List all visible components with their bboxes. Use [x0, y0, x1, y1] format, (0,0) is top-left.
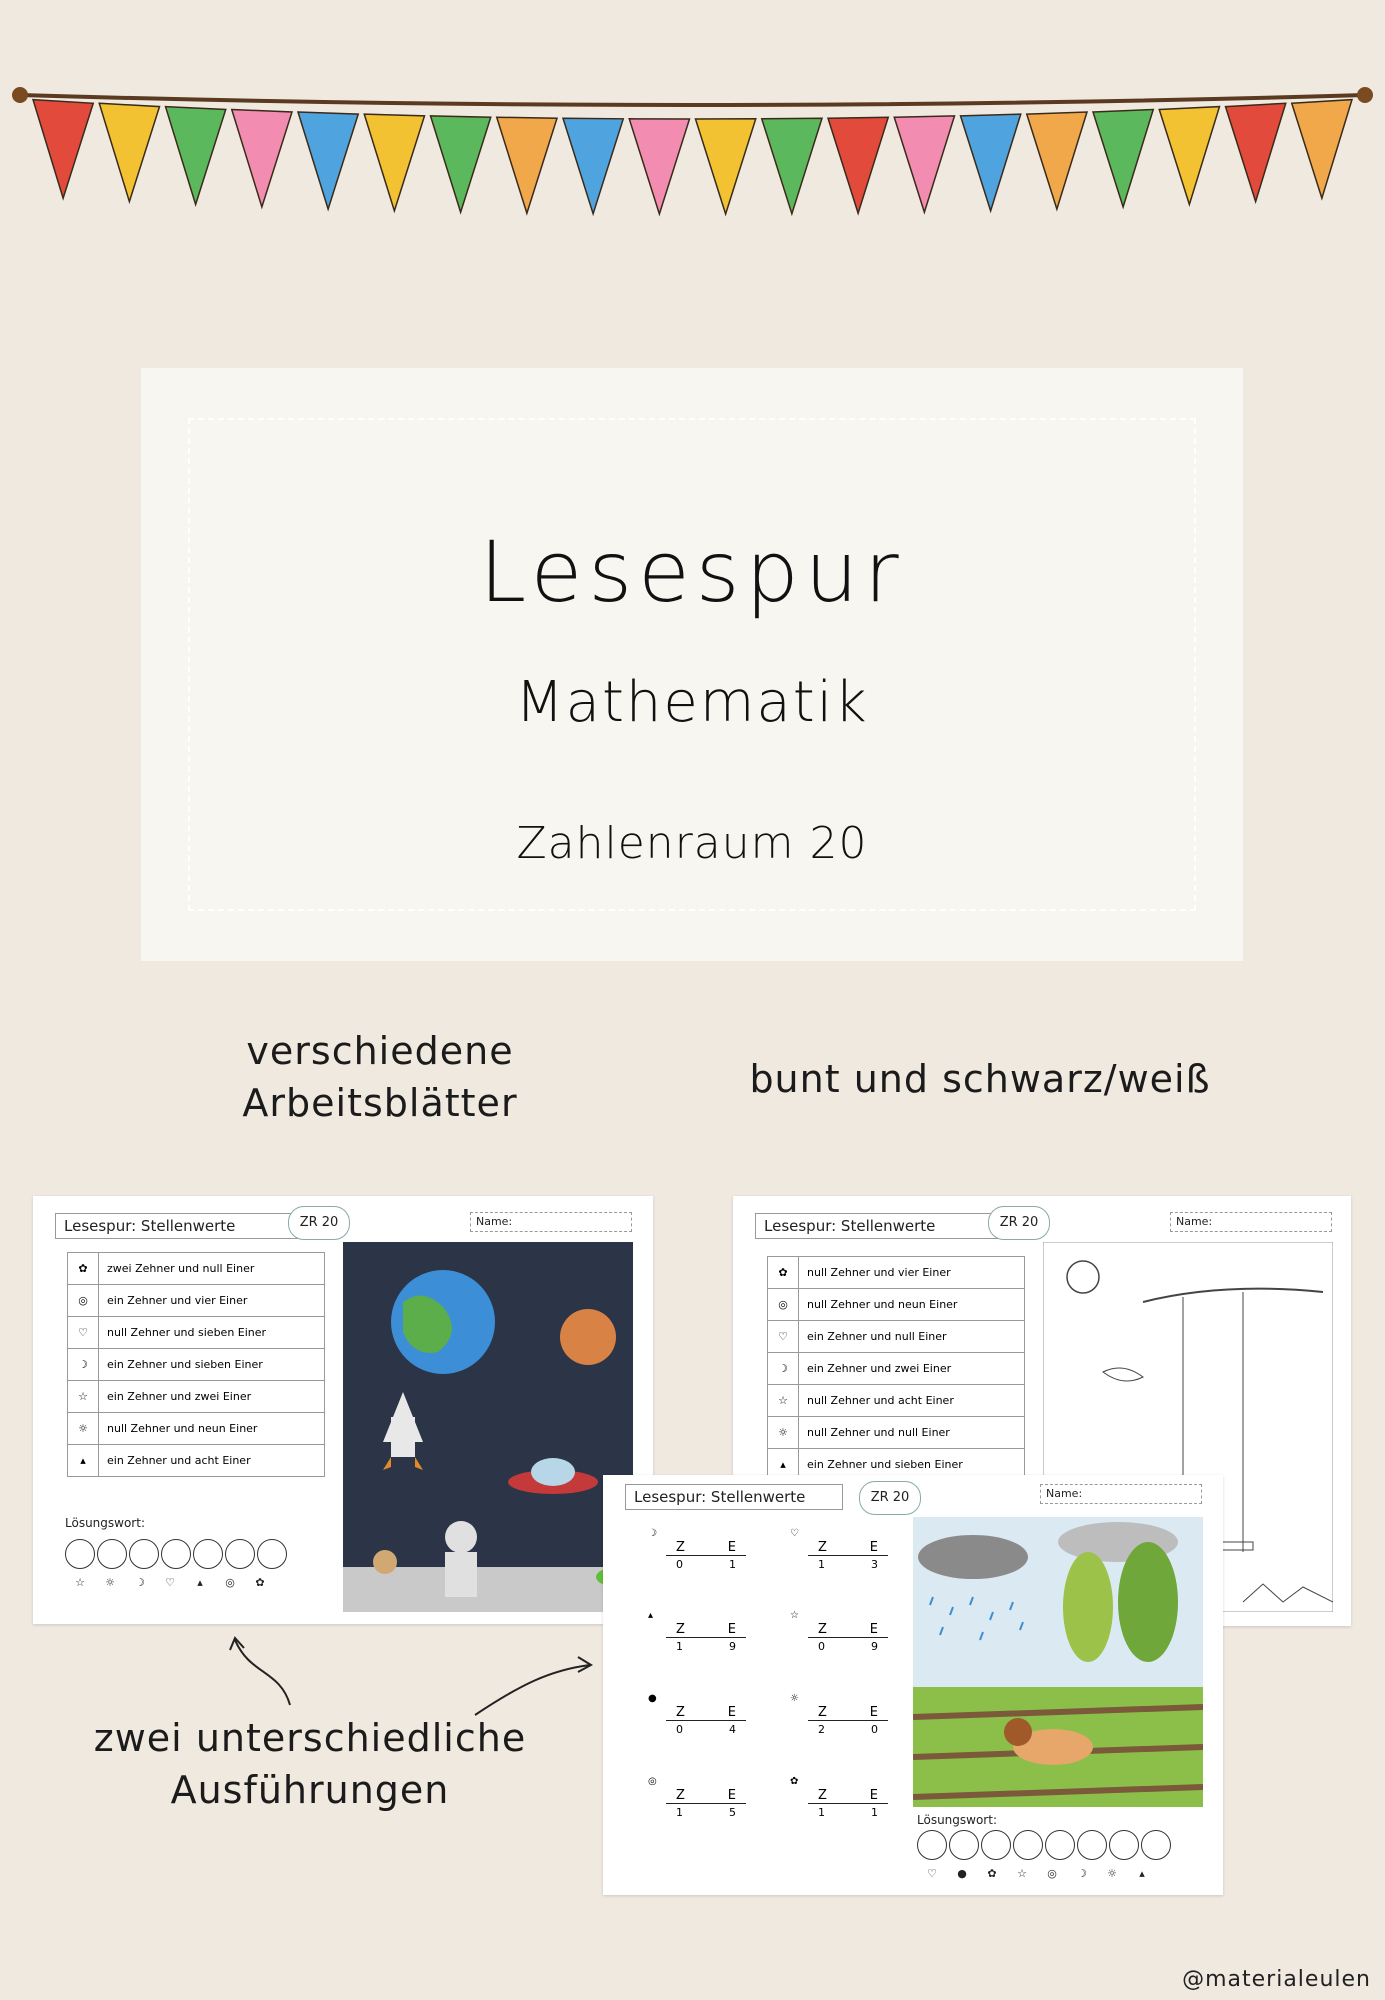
- zr-badge: ZR 20: [988, 1206, 1050, 1240]
- clue-symbol: ☆: [768, 1385, 799, 1416]
- solution-circle: [949, 1830, 979, 1860]
- clue-row: [768, 1385, 1024, 1417]
- ze-item: [790, 1528, 888, 1573]
- solution-circle: [1013, 1830, 1043, 1860]
- sheet-title: Lesespur: Stellenwerte: [755, 1213, 1033, 1239]
- ze-header-z: Z: [676, 1622, 685, 1637]
- ze-symbol: ☽: [648, 1528, 657, 1539]
- solution-circle: [1109, 1830, 1139, 1860]
- bunting-flag: [1093, 109, 1153, 207]
- clue-row: [68, 1253, 324, 1285]
- ze-header-e: E: [727, 1788, 736, 1803]
- bunting-flag: [99, 103, 159, 201]
- page-title: Lesespur: [479, 523, 905, 621]
- clue-symbol: ☆: [68, 1381, 99, 1412]
- bunting-flag: [33, 100, 93, 199]
- ze-value-z: 1: [818, 1558, 825, 1571]
- solution-symbol: ☽: [1077, 1867, 1087, 1880]
- clue-symbol: ♡: [68, 1317, 99, 1348]
- clue-table: [767, 1256, 1025, 1481]
- solution-circle: [1141, 1830, 1171, 1860]
- ze-value-z: 0: [676, 1558, 683, 1571]
- ze-item: [648, 1776, 746, 1821]
- clue-text: ein Zehner und zwei Einer: [807, 1362, 952, 1375]
- solution-symbol: ♡: [165, 1576, 175, 1589]
- solution-symbols: [917, 1867, 1157, 1880]
- solution-circle: [981, 1830, 1011, 1860]
- bunting-flag: [1292, 100, 1352, 199]
- rain-illustration: [913, 1517, 1203, 1807]
- ze-item: [648, 1528, 746, 1573]
- solution-symbol: ✿: [255, 1576, 265, 1589]
- clue-text: zwei Zehner und null Einer: [107, 1262, 255, 1275]
- solution-symbol: ♡: [927, 1867, 937, 1880]
- sheet-title: Lesespur: Stellenwerte: [625, 1484, 843, 1510]
- ze-header-e: E: [727, 1622, 736, 1637]
- clue-symbol: ▴: [768, 1449, 799, 1480]
- clue-symbol: ☼: [768, 1417, 799, 1448]
- ze-symbol: ♡: [790, 1528, 799, 1539]
- ze-header-e: E: [869, 1622, 878, 1637]
- bunting-flag: [629, 119, 689, 214]
- solution-symbol: ◎: [225, 1576, 235, 1589]
- ze-item: [790, 1610, 888, 1655]
- ze-header-z: Z: [818, 1705, 827, 1720]
- clue-symbol: ✿: [768, 1257, 799, 1288]
- solution-symbol: ●: [957, 1867, 967, 1880]
- solution-symbol: ☆: [1017, 1867, 1027, 1880]
- bunting-flag: [1159, 107, 1219, 205]
- ze-symbol: ✿: [790, 1776, 799, 1787]
- worksheet-color: [33, 1196, 653, 1624]
- ze-header-e: E: [869, 1788, 878, 1803]
- footer-handle: @materialeulen: [1182, 1967, 1371, 1992]
- bunting-banner: [0, 70, 1385, 220]
- ze-header-e: E: [727, 1540, 736, 1555]
- clue-text: ein Zehner und zwei Einer: [107, 1390, 252, 1403]
- clue-row: [68, 1413, 324, 1445]
- ze-header-z: Z: [818, 1622, 827, 1637]
- solution-label: Lösungswort:: [65, 1516, 145, 1530]
- solution-circle: [129, 1539, 159, 1569]
- solution-circle: [65, 1539, 95, 1569]
- solution-symbol: ▴: [1139, 1867, 1145, 1880]
- ze-value-e: 0: [871, 1723, 878, 1736]
- bunting-flag: [894, 116, 954, 212]
- clue-row: [768, 1417, 1024, 1449]
- ze-value-e: 4: [729, 1723, 736, 1736]
- ze-value-e: 3: [871, 1558, 878, 1571]
- solution-circle: [917, 1830, 947, 1860]
- clue-symbol: ☽: [68, 1349, 99, 1380]
- clue-text: ein Zehner und null Einer: [807, 1330, 947, 1343]
- solution-symbol: ▴: [197, 1576, 203, 1589]
- bunting-flag: [431, 116, 491, 212]
- clue-text: ein Zehner und vier Einer: [107, 1294, 248, 1307]
- ze-item: [648, 1610, 746, 1655]
- clue-text: null Zehner und neun Einer: [107, 1422, 258, 1435]
- solution-symbol: ☆: [75, 1576, 85, 1589]
- arrow-right: [475, 1665, 590, 1715]
- ze-value-e: 9: [871, 1640, 878, 1653]
- clue-symbol: ◎: [68, 1285, 99, 1316]
- ze-item: [790, 1776, 888, 1821]
- clue-row: [68, 1381, 324, 1413]
- name-field: Name:: [470, 1212, 632, 1232]
- ze-symbol: ☼: [790, 1693, 799, 1704]
- bunting-knot: [12, 87, 28, 103]
- clue-row: [768, 1353, 1024, 1385]
- bunting-flag: [232, 109, 292, 207]
- solution-circles: [65, 1539, 287, 1569]
- ze-symbol: ●: [648, 1693, 657, 1704]
- clue-symbol: ☼: [68, 1413, 99, 1444]
- zr-badge: ZR 20: [859, 1481, 921, 1515]
- bunting-flag: [166, 107, 226, 205]
- clue-row: [768, 1289, 1024, 1321]
- sheet-title: Lesespur: Stellenwerte: [55, 1213, 333, 1239]
- ze-header-z: Z: [676, 1788, 685, 1803]
- bunting-flag: [497, 117, 557, 213]
- bunting-flag: [1027, 112, 1087, 209]
- clue-row: [68, 1445, 324, 1476]
- clue-row: [68, 1349, 324, 1381]
- solution-symbol: ✿: [987, 1867, 997, 1880]
- clue-text: null Zehner und sieben Einer: [107, 1326, 267, 1339]
- solution-circle: [161, 1539, 191, 1569]
- bunting-flag: [298, 112, 358, 209]
- solution-circle: [97, 1539, 127, 1569]
- caption-color-bw: bunt und schwarz/weiß: [749, 1057, 1211, 1101]
- ze-header-z: Z: [818, 1540, 827, 1555]
- ze-item: [648, 1693, 746, 1738]
- clue-row: [68, 1285, 324, 1317]
- solution-circles: [917, 1830, 1171, 1860]
- clue-symbol: ☽: [768, 1353, 799, 1384]
- ze-value-e: 1: [871, 1806, 878, 1819]
- solution-circle: [1045, 1830, 1075, 1860]
- worksheet-ze: [603, 1475, 1223, 1895]
- ze-header-e: E: [869, 1540, 878, 1555]
- name-field: Name:: [1040, 1484, 1202, 1504]
- ze-symbol: ◎: [648, 1776, 657, 1787]
- solution-circle: [1077, 1830, 1107, 1860]
- bunting-flag: [563, 118, 623, 214]
- page-subtitle: Mathematik: [515, 670, 869, 735]
- ze-header-z: Z: [676, 1705, 685, 1720]
- clue-row: [68, 1317, 324, 1349]
- ze-value-z: 2: [818, 1723, 825, 1736]
- clue-text: null Zehner und vier Einer: [807, 1266, 951, 1279]
- page-subtitle-2: Zahlenraum 20: [516, 818, 868, 869]
- clue-table: [67, 1252, 325, 1477]
- caption-worksheets: verschiedene Arbeitsblätter: [242, 1029, 518, 1125]
- ze-value-e: 1: [729, 1558, 736, 1571]
- solution-symbol: ☼: [1107, 1867, 1117, 1880]
- bunting-rope: [20, 95, 1365, 105]
- ze-header-e: E: [727, 1705, 736, 1720]
- solution-symbols: [65, 1576, 275, 1589]
- solution-label: Lösungswort:: [917, 1813, 997, 1827]
- clue-row: [768, 1257, 1024, 1289]
- ze-header-z: Z: [818, 1788, 827, 1803]
- caption-two-versions: zwei unterschiedliche Ausführungen: [93, 1716, 527, 1812]
- arrow-up: [235, 1640, 290, 1705]
- bunting-flag: [696, 119, 756, 214]
- ze-symbol: ☆: [790, 1610, 799, 1621]
- clue-text: null Zehner und neun Einer: [807, 1298, 958, 1311]
- ze-header-z: Z: [676, 1540, 685, 1555]
- bunting-flag: [1226, 103, 1286, 201]
- ze-symbol: ▴: [648, 1610, 654, 1621]
- ze-value-e: 5: [729, 1806, 736, 1819]
- space-illustration: [343, 1242, 633, 1612]
- bunting-flag: [828, 117, 888, 213]
- solution-symbol: ☼: [105, 1576, 115, 1589]
- clue-text: null Zehner und null Einer: [807, 1426, 950, 1439]
- solution-symbol: ☽: [135, 1576, 145, 1589]
- clue-row: [768, 1321, 1024, 1353]
- bunting-knot: [1357, 87, 1373, 103]
- bunting-flag: [762, 118, 822, 214]
- ze-value-z: 0: [818, 1640, 825, 1653]
- bunting-flag: [364, 114, 424, 211]
- ze-item: [790, 1693, 888, 1738]
- ze-header-e: E: [869, 1705, 878, 1720]
- clue-text: ein Zehner und sieben Einer: [807, 1458, 963, 1471]
- clue-symbol: ◎: [768, 1289, 799, 1320]
- clue-text: null Zehner und acht Einer: [807, 1394, 954, 1407]
- clue-symbol: ♡: [768, 1321, 799, 1352]
- ze-value-z: 1: [818, 1806, 825, 1819]
- ze-value-e: 9: [729, 1640, 736, 1653]
- solution-circle: [193, 1539, 223, 1569]
- arrows: [220, 1620, 620, 1730]
- bunting-flag: [961, 114, 1021, 211]
- solution-circle: [257, 1539, 287, 1569]
- clue-symbol: ✿: [68, 1253, 99, 1284]
- title-card: [141, 368, 1243, 961]
- solution-circle: [225, 1539, 255, 1569]
- clue-symbol: ▴: [68, 1445, 99, 1476]
- zr-badge: ZR 20: [288, 1206, 350, 1240]
- ze-value-z: 0: [676, 1723, 683, 1736]
- ze-value-z: 1: [676, 1806, 683, 1819]
- solution-symbol: ◎: [1047, 1867, 1057, 1880]
- clue-text: ein Zehner und acht Einer: [107, 1454, 251, 1467]
- name-field: Name:: [1170, 1212, 1332, 1232]
- clue-text: ein Zehner und sieben Einer: [107, 1358, 263, 1371]
- ze-value-z: 1: [676, 1640, 683, 1653]
